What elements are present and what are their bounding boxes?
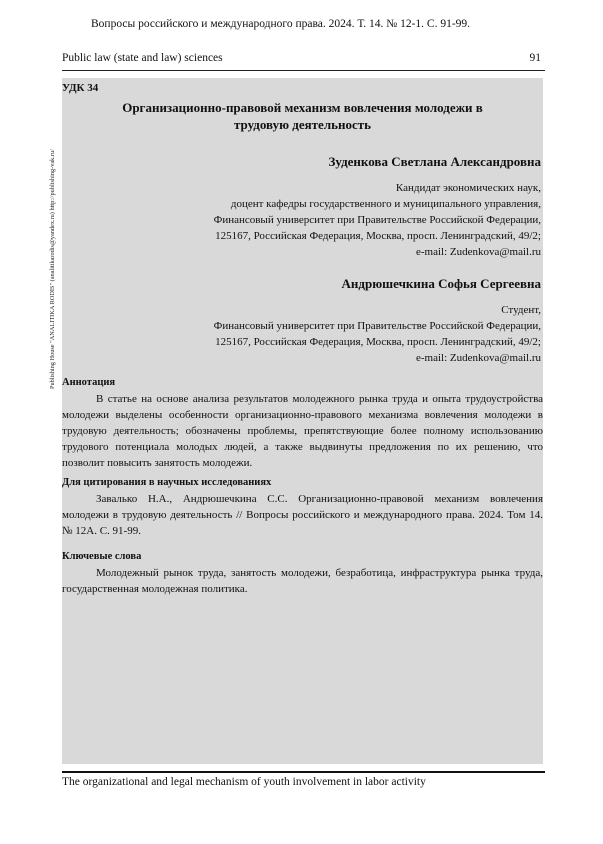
running-head-section: Public law (state and law) sciences (62, 52, 223, 64)
udk-code: УДК 34 (62, 82, 99, 94)
footer-rule (62, 771, 545, 773)
author-address: 125167, Российская Федерация, Москва, просп. Ленинградский, 49/2; (215, 336, 541, 348)
title-line: трудовую деятельность (233, 117, 372, 132)
running-head (62, 52, 541, 64)
abstract-section (62, 375, 543, 471)
citation-section (62, 475, 543, 539)
author-position: доцент кафедры государственного и муниципального управления, (230, 198, 541, 210)
side-publisher-text: Publishing House "ANALITIKA RODIS" (analitikarodis@yandex.ru) http://publishing-vak.ru/ (49, 149, 56, 389)
header-rule (62, 70, 545, 71)
keywords-heading: Ключевые слова (62, 551, 142, 562)
abstract-text: В статье на основе анализа результатов молодежного рынка труда и опыта трудоустройства молодежи выделены особенности организационно-правового механизма вовлечения молодежи в трудовую деятельность; обозначены проблемы, препятствующие более полному использованию трудового потенциала молодых людей, а также выдвинуты предложения по их решению, что позволит повысить занятость молодежи. (62, 393, 543, 469)
footer-english-title: The organizational and legal mechanism of youth involvement in labor activity (62, 776, 426, 788)
abstract-heading: Аннотация (62, 377, 116, 388)
author-affiliation: Финансовый университет при Правительстве Российской Федерации, (213, 320, 541, 332)
author-position: Студент, (501, 304, 541, 316)
citation-text: Завалько Н.А., Андрюшечкина С.С. Организационно-правовой механизм вовлечения молодежи в трудовую деятельность // Вопросы российского и международного права. 2024. Том 14. № 12А. С. 91-99. (62, 493, 543, 537)
author-name: Зуденкова Светлана Александровна (328, 154, 541, 169)
citation-heading: Для цитирования в научных исследованиях (62, 477, 272, 488)
author-affiliation: Финансовый университет при Правительстве Российской Федерации, (213, 214, 541, 226)
author-name: Андрюшечкина Софья Сергеевна (341, 276, 541, 291)
keywords-text: Молодежный рынок труда, занятость молодежи, безработица, инфраструктура рынка труда, государственная молодежная политика. (62, 567, 543, 595)
author-email: e-mail: Zudenkova@mail.ru (416, 246, 541, 258)
author-degree: Кандидат экономических наук, (395, 182, 541, 194)
author-address: 125167, Российская Федерация, Москва, просп. Ленинградский, 49/2; (215, 230, 541, 242)
author-email: e-mail: Zudenkova@mail.ru (416, 352, 541, 364)
author-block (214, 154, 541, 260)
author-block (214, 276, 541, 366)
journal-header: Вопросы российского и международного права. 2024. Т. 14. № 12-1. С. 91-99. (91, 18, 471, 30)
title-line: Организационно-правовой механизм вовлечения молодежи в (122, 100, 483, 115)
article-title (70, 99, 535, 133)
keywords-section (62, 549, 543, 597)
page-number: 91 (529, 52, 541, 64)
